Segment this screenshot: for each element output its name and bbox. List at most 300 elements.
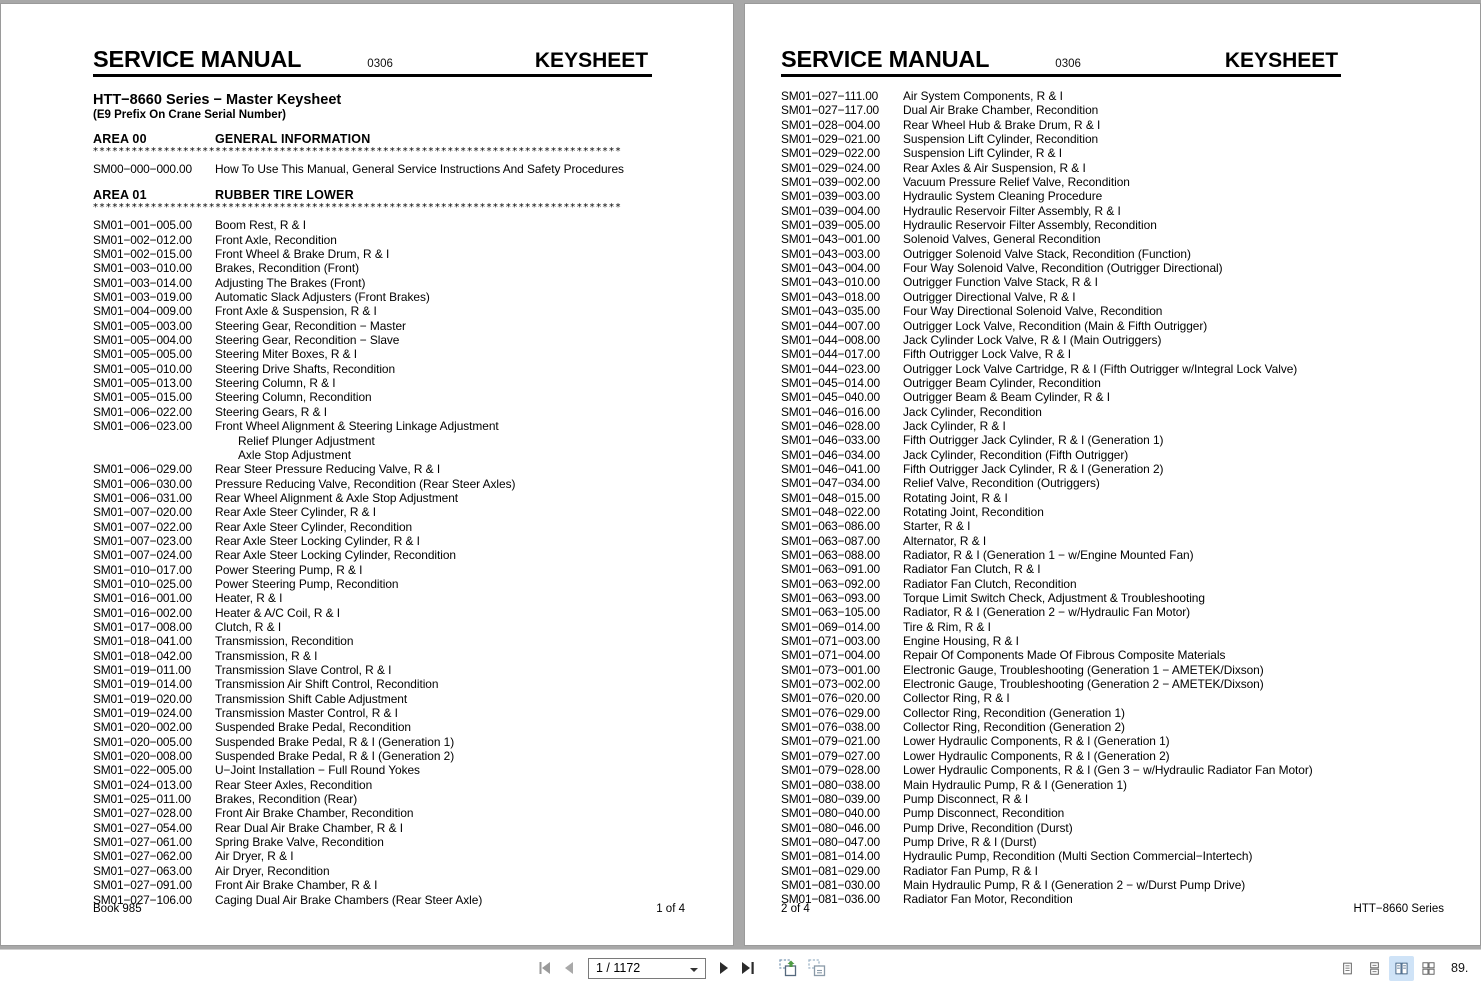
last-page-icon — [740, 961, 758, 975]
entry-code: SM01−048−022.00 — [781, 504, 880, 519]
keysheet-entry[interactable] — [781, 663, 1471, 677]
view-mode-single-page-button[interactable] — [1335, 956, 1360, 981]
keysheet-entry[interactable] — [781, 491, 1471, 505]
entry-code: SM01−046−041.00 — [781, 461, 880, 476]
entry-description: U−Joint Installation − Full Round Yokes — [215, 763, 420, 778]
entry-description: Rear Axle Steer Cylinder, R & I — [215, 505, 377, 520]
entry-code: SM00−000−000.00 — [93, 162, 192, 176]
keysheet-entry[interactable] — [781, 720, 1471, 734]
entry-description: Rear Dual Air Brake Chamber, R & I — [215, 820, 403, 835]
keysheet-entry[interactable] — [781, 333, 1471, 347]
entry-code: SM01−071−004.00 — [781, 648, 880, 663]
entry-description: Collector Ring, Recondition (Generation 1) — [903, 705, 1125, 720]
entry-code: SM01−063−105.00 — [781, 605, 880, 620]
entry-description: Jack Cylinder, Recondition — [903, 404, 1042, 419]
entry-code: SM01−024−013.00 — [93, 777, 192, 792]
keysheet-entry[interactable] — [93, 390, 693, 404]
keysheet-entry[interactable] — [93, 591, 693, 605]
series-title: HTT−8660 Series − Master Keysheet — [93, 92, 342, 108]
keysheet-entry[interactable] — [93, 548, 693, 562]
keysheet-entry[interactable] — [93, 563, 693, 577]
entry-code: SM01−079−028.00 — [781, 763, 880, 778]
entry-code: SM01−081−030.00 — [781, 877, 880, 892]
entry-code: SM01−039−005.00 — [781, 218, 880, 233]
keysheet-entry[interactable] — [93, 419, 693, 433]
entry-description: Front Wheel Alignment & Steering Linkage Adjustment — [215, 419, 499, 434]
keysheet-entry[interactable] — [93, 491, 693, 505]
entry-code: SM01−044−007.00 — [781, 318, 880, 333]
keysheet-entry[interactable] — [93, 821, 693, 835]
keysheet-entry[interactable] — [781, 577, 1471, 591]
header-keysheet-title: KEYSHEET — [534, 49, 649, 72]
keysheet-entry[interactable] — [93, 505, 693, 519]
entry-code: SM01−007−024.00 — [93, 548, 192, 563]
keysheet-entry[interactable] — [93, 304, 693, 318]
entry-description: Starter, R & I — [903, 519, 971, 534]
entry-description: Fifth Outrigger Lock Valve, R & I — [903, 347, 1071, 362]
header-service-manual-title: SERVICE MANUAL — [781, 46, 990, 72]
chevron-right-icon — [716, 961, 732, 975]
keysheet-entry[interactable] — [93, 276, 693, 290]
entry-description: Pump Drive, R & I (Durst) — [903, 834, 1037, 849]
keysheet-entry[interactable] — [781, 548, 1471, 562]
entry-description: Fifth Outrigger Jack Cylinder, R & I (Generation 2) — [903, 461, 1164, 476]
keysheet-entry[interactable] — [781, 648, 1471, 662]
keysheet-entry[interactable] — [781, 362, 1471, 376]
area-heading — [93, 132, 693, 146]
keysheet-entry[interactable] — [93, 620, 693, 634]
viewer-toolbar — [0, 949, 1481, 986]
entry-description: Pump Drive, Recondition (Durst) — [903, 820, 1073, 835]
view-mode-scrolling-button[interactable] — [1362, 956, 1387, 981]
keysheet-entry[interactable] — [93, 577, 693, 591]
entry-code: SM01−043−003.00 — [781, 246, 880, 261]
entry-code: SM01−003−010.00 — [93, 261, 192, 276]
keysheet-entry[interactable] — [781, 218, 1471, 232]
zoom-level-label[interactable]: 89. — [1451, 961, 1469, 975]
entry-description: How To Use This Manual, General Service Instructions And Safety Procedures — [215, 162, 624, 176]
keysheet-entry[interactable] — [93, 849, 693, 863]
entry-code: SM01−027−061.00 — [93, 835, 192, 850]
page-header-left — [93, 46, 653, 73]
entry-description: Pump Disconnect, Recondition — [903, 806, 1065, 821]
entry-code: SM01−005−004.00 — [93, 333, 192, 348]
header-rule-left — [93, 74, 652, 77]
entry-description: Air Dryer, Recondition — [215, 863, 330, 878]
keysheet-entry[interactable] — [781, 433, 1471, 447]
entry-description: Radiator Fan Clutch, Recondition — [903, 576, 1077, 591]
keysheet-entry[interactable] — [93, 233, 693, 247]
entry-description: Suspended Brake Pedal, R & I (Generation 2) — [215, 749, 455, 764]
entry-code: SM01−076−038.00 — [781, 720, 880, 735]
entry-description: Air System Components, R & I — [903, 89, 1063, 103]
header-revision-code: 0306 — [1055, 58, 1081, 70]
entry-description: Alternator, R & I — [903, 533, 987, 548]
entry-code: SM01−071−003.00 — [781, 634, 880, 649]
entry-code: SM01−043−004.00 — [781, 261, 880, 276]
entry-description: Caging Dual Air Brake Chambers (Rear Steer Axle) — [215, 892, 483, 907]
keysheet-entry[interactable] — [93, 477, 693, 491]
two-page-view-icon — [1395, 960, 1408, 977]
entry-list — [781, 89, 1471, 907]
entry-code: SM01−006−030.00 — [93, 476, 192, 491]
keysheet-entry[interactable] — [781, 519, 1471, 533]
entry-code: SM01−003−014.00 — [93, 275, 192, 290]
keysheet-entry[interactable] — [781, 132, 1471, 146]
entry-code: SM01−020−005.00 — [93, 734, 192, 749]
entry-description: Front Axle, Recondition — [215, 232, 337, 247]
entry-code: SM01−043−035.00 — [781, 304, 880, 319]
page-separator-gap — [734, 0, 744, 949]
keysheet-entry[interactable] — [781, 161, 1471, 175]
entry-code: SM01−044−008.00 — [781, 332, 880, 347]
keysheet-entry[interactable] — [93, 792, 693, 806]
entry-code: SM01−046−033.00 — [781, 433, 880, 448]
entry-code: SM01−063−087.00 — [781, 533, 880, 548]
entry-description: Hydraulic Reservoir Filter Assembly, R & I — [903, 203, 1121, 218]
first-page-icon — [537, 961, 553, 975]
entry-code: SM01−006−023.00 — [93, 419, 192, 434]
entry-code: SM01−005−010.00 — [93, 361, 192, 376]
entry-code: SM01−028−004.00 — [781, 117, 880, 132]
entry-code: SM01−002−015.00 — [93, 247, 192, 262]
entry-description: Hydraulic Reservoir Filter Assembly, Recondition — [903, 218, 1157, 233]
keysheet-entry[interactable] — [781, 146, 1471, 160]
entry-description: Radiator Fan Clutch, R & I — [903, 562, 1041, 577]
entry-description: Suspension Lift Cylinder, Recondition — [903, 132, 1099, 147]
page-number-input[interactable] — [589, 961, 681, 975]
area-heading — [93, 188, 693, 202]
entry-description: Jack Cylinder, R & I — [903, 418, 1006, 433]
entry-code: SM01−029−022.00 — [781, 146, 880, 161]
entry-code: SM01−004−009.00 — [93, 304, 192, 319]
entry-description: Spring Brake Valve, Recondition — [215, 835, 384, 850]
header-rule-right — [781, 74, 1341, 77]
view-mode-two-up-scrolling-button[interactable] — [1416, 956, 1441, 981]
keysheet-entry[interactable] — [781, 448, 1471, 462]
entry-code: SM01−007−023.00 — [93, 533, 192, 548]
entry-code: SM01−005−015.00 — [93, 390, 192, 405]
keysheet-subentry: Axle Stop Adjustment — [238, 447, 352, 462]
keysheet-entry[interactable] — [781, 232, 1471, 246]
keysheet-entry[interactable] — [781, 763, 1471, 777]
keysheet-entry[interactable] — [93, 247, 693, 261]
entry-code: SM01−063−092.00 — [781, 576, 880, 591]
keysheet-entry[interactable] — [781, 605, 1471, 619]
previous-page-button[interactable] — [559, 956, 581, 980]
keysheet-entry[interactable] — [781, 118, 1471, 132]
keysheet-entry[interactable] — [93, 347, 693, 361]
entry-code: SM01−027−062.00 — [93, 849, 192, 864]
keysheet-entry[interactable] — [93, 778, 693, 792]
entry-code: SM01−039−002.00 — [781, 175, 880, 190]
keysheet-entry[interactable] — [781, 103, 1471, 117]
entry-code: SM01−005−005.00 — [93, 347, 192, 362]
entry-code: SM01−063−088.00 — [781, 548, 880, 562]
entry-code: SM01−019−014.00 — [93, 677, 192, 692]
keysheet-entry[interactable] — [93, 405, 693, 419]
entry-description: Electronic Gauge, Troubleshooting (Generation 1 − AMETEK/Dixson) — [903, 662, 1264, 677]
keysheet-entry[interactable] — [781, 778, 1471, 792]
entry-description: Steering Gear, Recondition − Slave — [215, 333, 400, 348]
entry-code: SM01−063−086.00 — [781, 519, 880, 534]
keysheet-entry[interactable] — [781, 347, 1471, 361]
entry-code: SM01−027−028.00 — [93, 806, 192, 821]
keysheet-entry[interactable] — [781, 376, 1471, 390]
entry-code: SM01−027−106.00 — [93, 892, 192, 907]
entry-description: Main Hydraulic Pump, R & I (Generation 1) — [903, 777, 1127, 792]
entry-description: Four Way Directional Solenoid Valve, Recondition — [903, 304, 1163, 319]
entry-code: SM01−006−022.00 — [93, 404, 192, 419]
keysheet-entry[interactable] — [93, 162, 693, 176]
entry-code: SM01−010−017.00 — [93, 562, 192, 577]
keysheet-entry[interactable] — [93, 735, 693, 749]
entry-description: Outrigger Function Valve Stack, R & I — [903, 275, 1098, 290]
entry-description: Front Wheel & Brake Drum, R & I — [215, 247, 390, 262]
keysheet-content-left — [93, 132, 693, 907]
keysheet-entry[interactable] — [781, 821, 1471, 835]
keysheet-entry[interactable] — [93, 706, 693, 720]
entry-code: SM01−080−047.00 — [781, 834, 880, 849]
entry-description: Steering Column, R & I — [215, 376, 336, 391]
entry-description: Fifth Outrigger Jack Cylinder, R & I (Generation 1) — [903, 433, 1164, 448]
keysheet-content-right — [781, 89, 1471, 907]
keysheet-entry[interactable] — [93, 606, 693, 620]
next-page-button[interactable] — [713, 956, 735, 980]
keysheet-entry[interactable] — [781, 189, 1471, 203]
scrolling-view-icon — [1368, 960, 1381, 977]
keysheet-entry[interactable] — [781, 462, 1471, 476]
keysheet-entry[interactable] — [93, 319, 693, 333]
keysheet-entry[interactable] — [781, 878, 1471, 892]
entry-code: SM01−006−031.00 — [93, 490, 192, 505]
entry-code: SM01−039−004.00 — [781, 203, 880, 218]
last-page-button[interactable] — [738, 956, 760, 980]
keysheet-entry[interactable] — [781, 405, 1471, 419]
entry-description: Hydraulic System Cleaning Procedure — [903, 189, 1103, 204]
entry-description: Steering Drive Shafts, Recondition — [215, 361, 396, 376]
keysheet-entry[interactable] — [781, 806, 1471, 820]
entry-description: Clutch, R & I — [215, 619, 282, 634]
keysheet-entry[interactable] — [781, 706, 1471, 720]
keysheet-entry[interactable] — [93, 534, 693, 548]
entry-list — [93, 218, 693, 907]
keysheet-entry[interactable] — [781, 562, 1471, 576]
keysheet-entry[interactable] — [781, 319, 1471, 333]
entry-code: SM01−073−002.00 — [781, 677, 880, 692]
entry-code: SM01−001−005.00 — [93, 218, 192, 233]
extract-page-button[interactable] — [805, 956, 831, 980]
entry-code: SM01−045−014.00 — [781, 375, 880, 390]
entry-description: Radiator Fan Motor, Recondition — [903, 892, 1073, 907]
entry-description: Pump Disconnect, R & I — [903, 791, 1029, 806]
entry-description: Lower Hydraulic Components, R & I (Gen 3 − w/Hydraulic Radiator Fan Motor) — [903, 763, 1313, 778]
area-label: AREA 01 — [93, 188, 147, 203]
keysheet-entry[interactable] — [781, 792, 1471, 806]
entry-description: Rear Wheel Hub & Brake Drum, R & I — [903, 117, 1101, 132]
entry-code: SM01−039−003.00 — [781, 189, 880, 204]
keysheet-entry[interactable] — [93, 634, 693, 648]
keysheet-entry[interactable] — [93, 749, 693, 763]
entry-description: Rear Steer Axles, Recondition — [215, 777, 373, 792]
entry-code: SM01−006−029.00 — [93, 462, 192, 477]
keysheet-entry[interactable] — [781, 419, 1471, 433]
entry-code: SM01−080−046.00 — [781, 820, 880, 835]
entry-code: SM01−046−028.00 — [781, 418, 880, 433]
entry-code: SM01−043−018.00 — [781, 289, 880, 304]
footer-series-name: HTT−8660 Series — [1353, 903, 1444, 915]
entry-code: SM01−027−117.00 — [781, 103, 880, 118]
keysheet-entry[interactable] — [781, 175, 1471, 189]
entry-list — [93, 162, 693, 176]
entry-code: SM01−027−111.00 — [781, 89, 879, 103]
entry-code: SM01−007−022.00 — [93, 519, 192, 534]
header-keysheet-title: KEYSHEET — [1224, 49, 1339, 72]
entry-description: Rear Wheel Alignment & Axle Stop Adjustment — [215, 490, 459, 505]
entry-code: SM01−019−020.00 — [93, 691, 192, 706]
entry-description: Jack Cylinder, Recondition (Fifth Outrigger) — [903, 447, 1129, 462]
keysheet-entry[interactable] — [781, 849, 1471, 863]
entry-description: Automatic Slack Adjusters (Front Brakes) — [215, 290, 430, 305]
keysheet-entry[interactable] — [781, 304, 1471, 318]
entry-description: Rear Steer Pressure Reducing Valve, R & I — [215, 462, 441, 477]
keysheet-entry[interactable] — [781, 634, 1471, 648]
entry-code: SM01−081−036.00 — [781, 892, 880, 907]
page-number-combobox[interactable] — [588, 958, 706, 979]
keysheet-entry[interactable] — [93, 864, 693, 878]
keysheet-entry[interactable] — [93, 878, 693, 892]
entry-description: Dual Air Brake Chamber, Recondition — [903, 103, 1099, 118]
page-footer-left — [93, 903, 685, 915]
entry-code: SM01−025−011.00 — [93, 792, 192, 807]
entry-description: Transmission Slave Control, R & I — [215, 663, 392, 677]
keysheet-entry[interactable] — [781, 261, 1471, 275]
keysheet-entry[interactable] — [93, 649, 693, 663]
keysheet-entry[interactable] — [93, 677, 693, 691]
insert-page-button[interactable] — [776, 956, 802, 980]
keysheet-entry[interactable] — [93, 333, 693, 347]
entry-code: SM01−007−020.00 — [93, 505, 192, 520]
chevron-left-icon — [562, 961, 578, 975]
entry-code: SM01−027−091.00 — [93, 878, 192, 893]
entry-code: SM01−020−002.00 — [93, 720, 192, 735]
keysheet-entry[interactable] — [781, 749, 1471, 763]
entry-code: SM01−046−034.00 — [781, 447, 880, 462]
entry-description: Radiator, R & I (Generation 2 − w/Hydraulic Fan Motor) — [903, 605, 1191, 620]
entry-code: SM01−018−042.00 — [93, 648, 192, 663]
footer-book-number: Book 985 — [93, 903, 142, 915]
keysheet-entry[interactable] — [781, 476, 1471, 490]
keysheet-entry[interactable] — [781, 534, 1471, 548]
entry-description: Power Steering Pump, R & I — [215, 562, 363, 577]
keysheet-entry[interactable] — [781, 677, 1471, 691]
entry-description: Rotating Joint, Recondition — [903, 504, 1044, 519]
keysheet-entry[interactable] — [781, 505, 1471, 519]
keysheet-entry[interactable] — [93, 376, 693, 390]
entry-code: SM01−022−005.00 — [93, 763, 192, 778]
keysheet-entry[interactable] — [93, 763, 693, 777]
entry-description: Steering Gear, Recondition − Master — [215, 318, 406, 333]
keysheet-entry[interactable] — [93, 806, 693, 820]
entry-code: SM01−045−040.00 — [781, 390, 880, 405]
entry-code: SM01−044−017.00 — [781, 347, 880, 362]
keysheet-entry[interactable] — [93, 362, 693, 376]
entry-description: Rear Axle Steer Locking Cylinder, R & I — [215, 533, 420, 548]
entry-description: Relief Valve, Recondition (Outriggers) — [903, 476, 1100, 491]
section-divider-asterisks: ********************************************************************************** — [93, 203, 622, 214]
entry-description: Steering Column, Recondition — [215, 390, 372, 405]
entry-code: SM01−018−041.00 — [93, 634, 192, 649]
keysheet-entry[interactable] — [93, 218, 693, 232]
entry-code: SM01−019−011.00 — [93, 663, 192, 677]
keysheet-entry[interactable] — [93, 663, 693, 677]
entry-description: Jack Cylinder Lock Valve, R & I (Main Outriggers) — [903, 332, 1162, 347]
document-page-right[interactable] — [744, 3, 1481, 946]
keysheet-subentry: Relief Plunger Adjustment — [238, 433, 375, 448]
entry-code: SM01−043−001.00 — [781, 232, 880, 247]
keysheet-entry[interactable] — [781, 390, 1471, 404]
keysheet-entry[interactable] — [93, 520, 693, 534]
entry-code: SM01−063−091.00 — [781, 562, 880, 577]
entry-code: SM01−020−008.00 — [93, 749, 192, 764]
footer-page-count: 1 of 4 — [656, 903, 685, 915]
keysheet-entry[interactable] — [781, 247, 1471, 261]
entry-code: SM01−005−013.00 — [93, 376, 192, 391]
entry-code: SM01−069−014.00 — [781, 619, 880, 634]
chevron-down-icon[interactable] — [690, 968, 698, 972]
entry-description: Transmission, R & I — [215, 648, 318, 663]
entry-description: Hydraulic Pump, Recondition (Multi Section Commercial−Intertech) — [903, 849, 1253, 864]
keysheet-entry[interactable] — [93, 835, 693, 849]
keysheet-entry[interactable] — [781, 864, 1471, 878]
keysheet-entry[interactable] — [781, 290, 1471, 304]
entry-code: SM01−080−040.00 — [781, 806, 880, 821]
keysheet-entry[interactable] — [781, 620, 1471, 634]
entry-description: Brakes, Recondition (Front) — [215, 261, 360, 276]
entry-description: Vacuum Pressure Relief Valve, Recondition — [903, 175, 1130, 190]
entry-description: Tire & Rim, R & I — [903, 619, 991, 634]
keysheet-entry[interactable] — [781, 275, 1471, 289]
keysheet-entry[interactable] — [781, 591, 1471, 605]
keysheet-entry[interactable] — [781, 691, 1471, 705]
document-page-left[interactable] — [0, 3, 734, 946]
series-subtitle: (E9 Prefix On Crane Serial Number) — [93, 109, 287, 121]
section-divider-asterisks: ********************************************************************************** — [93, 147, 622, 157]
entry-description: Transmission, Recondition — [215, 634, 354, 649]
keysheet-entry[interactable] — [93, 261, 693, 275]
keysheet-entry[interactable] — [93, 720, 693, 734]
keysheet-entry[interactable] — [781, 204, 1471, 218]
keysheet-entry[interactable] — [93, 462, 693, 476]
entry-description: Engine Housing, R & I — [903, 634, 1019, 649]
entry-code: SM01−079−021.00 — [781, 734, 880, 749]
entry-description: Boom Rest, R & I — [215, 218, 307, 233]
keysheet-entry[interactable] — [93, 290, 693, 304]
entry-description: Radiator, R & I (Generation 1 − w/Engine Mounted Fan) — [903, 548, 1194, 562]
entry-description: Torque Limit Switch Check, Adjustment & Troubleshooting — [903, 591, 1205, 606]
first-page-button[interactable] — [534, 956, 556, 980]
entry-code: SM01−029−024.00 — [781, 160, 880, 175]
keysheet-entry[interactable] — [781, 89, 1471, 103]
keysheet-entry[interactable] — [781, 835, 1471, 849]
entry-code: SM01−043−010.00 — [781, 275, 880, 290]
view-mode-two-up-button[interactable] — [1389, 956, 1414, 981]
keysheet-entry[interactable] — [93, 692, 693, 706]
entry-description: Heater, R & I — [215, 591, 283, 606]
entry-code: SM01−017−008.00 — [93, 619, 192, 634]
entry-description: Power Steering Pump, Recondition — [215, 576, 399, 591]
keysheet-entry[interactable] — [781, 734, 1471, 748]
